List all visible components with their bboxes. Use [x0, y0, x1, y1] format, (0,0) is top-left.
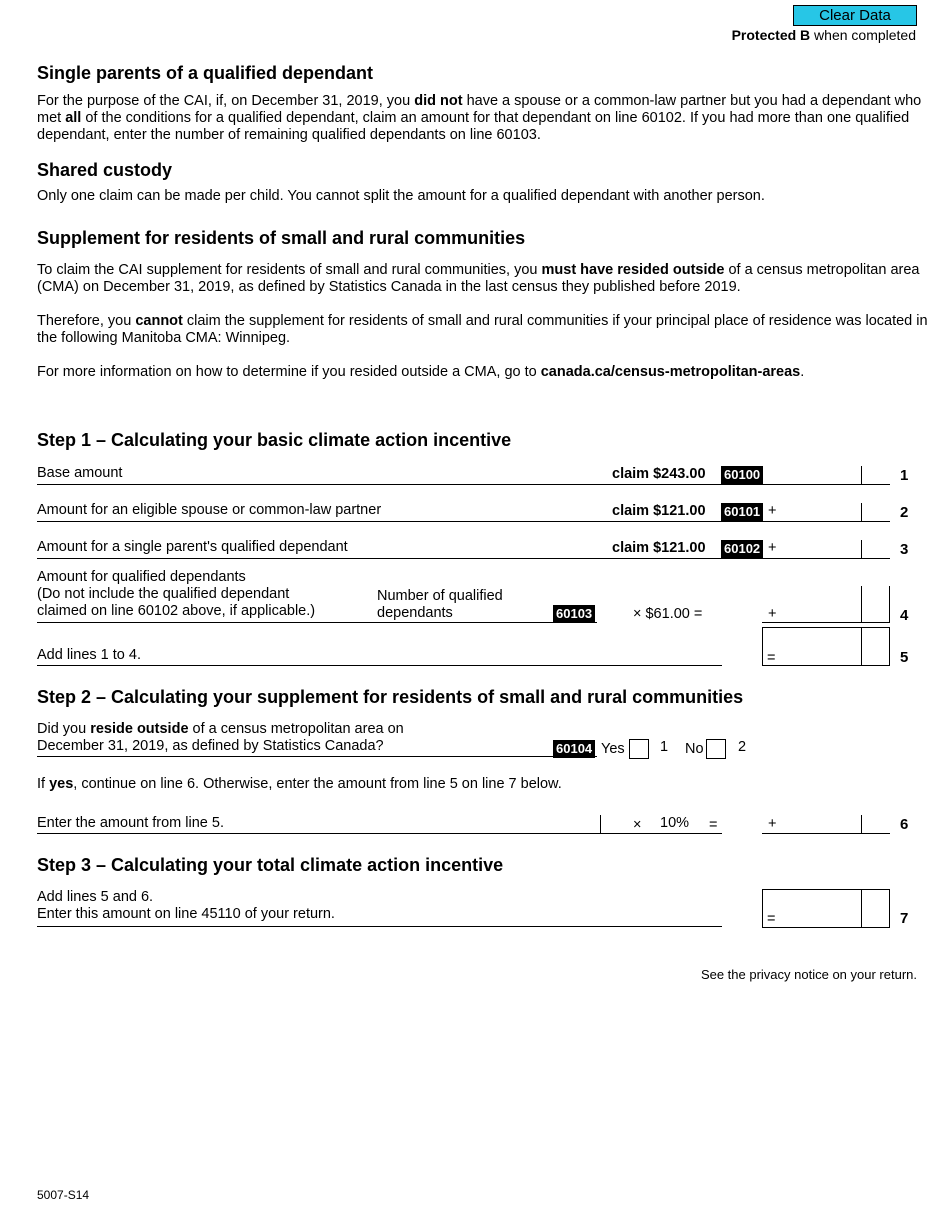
line4-underline: [37, 622, 597, 623]
line7-equals: =: [767, 911, 776, 927]
privacy-notice: See the privacy notice on your return.: [700, 967, 917, 982]
line3-amount-field[interactable]: [762, 558, 890, 559]
yes-checkbox[interactable]: [629, 739, 649, 759]
line6-underline: [37, 833, 722, 834]
line3-underline: [37, 558, 762, 559]
step2-question: Did you reside outside of a census metropolitan area on December 31, 2019, as defined by Statistics Canada?: [37, 721, 404, 754]
line3-plus: +: [768, 540, 777, 556]
line6-number: 6: [900, 816, 909, 833]
supplement-paragraph-3: For more information on how to determine if you resided outside a CMA, go to canada.ca/census-metropolitan-areas.: [37, 364, 805, 380]
single-parents-heading: Single parents of a qualified dependant: [37, 63, 374, 83]
line6-amount-field[interactable]: [762, 833, 890, 834]
supplement-heading: Supplement for residents of small and rural communities: [37, 228, 526, 248]
shared-custody-heading: Shared custody: [37, 160, 173, 180]
line4-multiplier: × $61.00 =: [633, 606, 703, 622]
line6-plus: +: [768, 816, 777, 832]
line5-equals: =: [767, 650, 776, 666]
step1-heading: Step 1 – Calculating your basic climate action incentive: [37, 430, 512, 450]
form-id: 5007-S14: [37, 1188, 90, 1202]
yes-value: 1: [660, 739, 669, 755]
line2-plus: +: [768, 503, 777, 519]
yes-label: Yes: [601, 741, 625, 757]
step2-heading: Step 2 – Calculating your supplement for residents of small and rural communities: [37, 687, 744, 707]
no-value: 2: [738, 739, 747, 755]
line7-divider: [861, 890, 862, 927]
line5-number: 5: [900, 649, 909, 666]
line4-amount-field[interactable]: [762, 622, 890, 623]
line6-times: ×: [633, 817, 642, 833]
line4-sub-label: Number of qualified dependants: [377, 588, 503, 621]
line2-code: 60101: [721, 503, 763, 521]
line3-claim: claim $121.00: [612, 540, 706, 556]
line4-code: 60103: [553, 605, 595, 623]
line2-label: Amount for an eligible spouse or common-law partner: [37, 502, 382, 518]
line4-right-edge: [889, 586, 890, 622]
step3-heading: Step 3 – Calculating your total climate action incentive: [37, 855, 504, 875]
protected-b-notice: Protected B when completed: [731, 27, 916, 43]
line2-amount-field[interactable]: [762, 521, 890, 522]
line4-label: Amount for qualified dependants (Do not include the qualified dependant claimed on line 60102 above, if applicable.): [37, 569, 316, 619]
line1-code: 60100: [721, 466, 763, 484]
line2-number: 2: [900, 504, 909, 521]
clear-data-button[interactable]: Clear Data: [793, 5, 917, 26]
line1-amount-field[interactable]: [762, 484, 890, 485]
line6-percent: 10%: [660, 815, 690, 831]
line7-number: 7: [900, 910, 909, 927]
line1-underline: [37, 484, 762, 485]
single-parents-paragraph: For the purpose of the CAI, if, on December 31, 2019, you did not have a spouse or a common-law partner but you had a dependant who met all of the conditions for a qualified dependant, claim an amount for that dependant on line 60102. If you had more than one qualified dependant, enter the number of remaining qualified dependants on line 60103.: [37, 93, 922, 143]
line7-underline: [37, 926, 722, 927]
no-label: No: [685, 741, 704, 757]
census-link[interactable]: canada.ca/census-metropolitan-areas: [540, 364, 801, 380]
step2-code: 60104: [553, 740, 595, 758]
line7-total-box[interactable]: [762, 889, 890, 928]
line1-divider: [861, 466, 862, 484]
line1-label: Base amount: [37, 465, 123, 481]
line6-input-divider: [600, 815, 601, 833]
line5-total-box[interactable]: [762, 627, 890, 666]
line7-label: Add lines 5 and 6. Enter this amount on line 45110 of your return.: [37, 889, 335, 922]
line6-equals: =: [709, 817, 718, 833]
line6-divider: [861, 815, 862, 833]
step2-instruction: If yes, continue on line 6. Otherwise, enter the amount from line 5 on line 7 below.: [37, 776, 562, 792]
line2-claim: claim $121.00: [612, 503, 706, 519]
step2-question-underline: [37, 756, 597, 757]
line3-label: Amount for a single parent's qualified dependant: [37, 539, 348, 555]
line5-underline: [37, 665, 722, 666]
line2-underline: [37, 521, 762, 522]
line3-code: 60102: [721, 540, 763, 558]
line3-divider: [861, 540, 862, 558]
line6-label: Enter the amount from line 5.: [37, 815, 224, 831]
supplement-paragraph-2: Therefore, you cannot claim the supplement for residents of small and rural communities if your principal place of residence was located in the following Manitoba CMA: Winnipeg.: [37, 313, 928, 346]
line1-claim: claim $243.00: [612, 466, 706, 482]
line5-label: Add lines 1 to 4.: [37, 647, 141, 663]
line1-number: 1: [900, 467, 909, 484]
line5-divider: [861, 628, 862, 665]
line4-divider: [861, 586, 862, 622]
no-checkbox[interactable]: [706, 739, 726, 759]
line2-divider: [861, 503, 862, 521]
line4-number: 4: [900, 607, 909, 624]
line3-number: 3: [900, 541, 909, 558]
line4-plus: +: [768, 606, 777, 622]
shared-custody-paragraph: Only one claim can be made per child. You cannot split the amount for a qualified dependant with another person.: [37, 188, 765, 204]
supplement-paragraph-1: To claim the CAI supplement for residents of small and rural communities, you must have resided outside of a census metropolitan area (CMA) on December 31, 2019, as defined by Statistics Canada in the last census they published before 2019.: [37, 262, 920, 295]
